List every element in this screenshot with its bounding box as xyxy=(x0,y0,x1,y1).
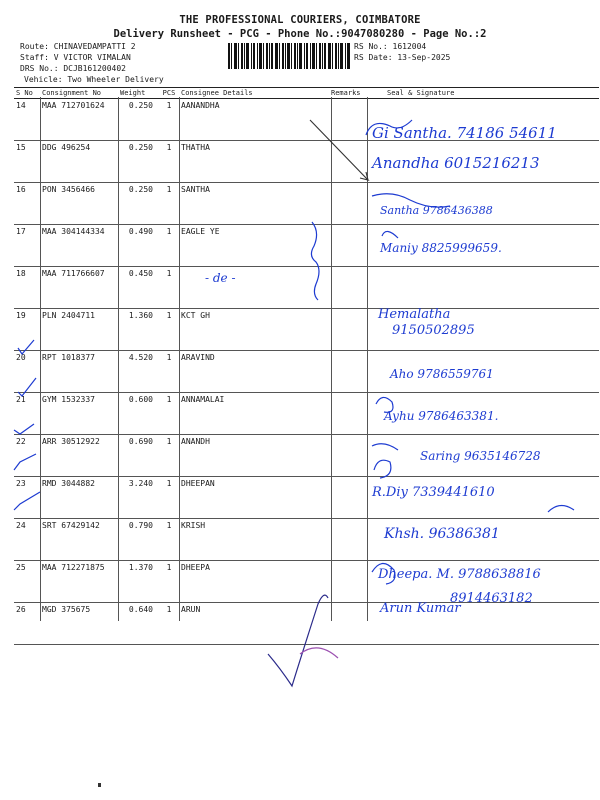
row-consignee: DHEEPA xyxy=(179,561,329,603)
col-consignee: Consignee Details xyxy=(179,88,329,99)
col-remarks: Remarks xyxy=(329,88,367,99)
table-row xyxy=(14,99,599,141)
row-consignee: KCT GH xyxy=(179,309,329,351)
remark-row-18: - de - xyxy=(205,271,236,285)
row-sno: 19 xyxy=(14,309,40,351)
row-weight: 0.250 xyxy=(118,99,159,141)
row-sno: 25 xyxy=(14,561,40,603)
row-pcs: 1 xyxy=(159,99,179,141)
column-rule xyxy=(331,97,332,621)
row-consignment: SRT 67429142 xyxy=(40,519,118,561)
table-row xyxy=(14,603,599,645)
signature-row-24: Khsh. 96386381 xyxy=(384,526,500,542)
row-consignee: DHEEPAN xyxy=(179,477,329,519)
signature-row-23: R.Diy 7339441610 xyxy=(372,485,495,500)
row-consignment: MAA 712701624 xyxy=(40,99,118,141)
row-weight: 0.450 xyxy=(118,267,159,309)
row-weight: 1.360 xyxy=(118,309,159,351)
row-sno: 15 xyxy=(14,141,40,183)
row-consignment: MAA 712271875 xyxy=(40,561,118,603)
row-remarks xyxy=(329,309,367,351)
table-row xyxy=(14,267,599,309)
row-consignment: MAA 304144334 xyxy=(40,225,118,267)
row-consignment: RMD 3044882 xyxy=(40,477,118,519)
row-consignee: ANANDH xyxy=(179,435,329,477)
row-sno: 24 xyxy=(14,519,40,561)
row-seal xyxy=(367,519,599,561)
row-remarks xyxy=(329,435,367,477)
row-seal xyxy=(367,435,599,477)
signature-row-16: Santha 9786436388 xyxy=(380,204,493,217)
row-consignee: ARUN xyxy=(179,603,329,645)
table-row xyxy=(14,351,599,393)
row-weight: 4.520 xyxy=(118,351,159,393)
row-weight: 0.690 xyxy=(118,435,159,477)
pen-stroke xyxy=(300,648,338,658)
row-consignment: ARR 30512922 xyxy=(40,435,118,477)
table-row xyxy=(14,477,599,519)
signature-row-17: Maniy 8825999659. xyxy=(380,241,502,255)
table-row xyxy=(14,309,599,351)
row-consignment: MAA 711766607 xyxy=(40,267,118,309)
row-seal xyxy=(367,267,599,309)
row-remarks xyxy=(329,477,367,519)
table-row xyxy=(14,519,599,561)
table-row xyxy=(14,141,599,183)
signature-row-26-name: Arun Kumar xyxy=(380,601,461,616)
row-pcs: 1 xyxy=(159,435,179,477)
row-pcs: 1 xyxy=(159,309,179,351)
signature-row-20: Aho 9786559761 xyxy=(390,367,494,381)
row-consignment: PLN 2404711 xyxy=(40,309,118,351)
table-row xyxy=(14,393,599,435)
row-weight: 0.600 xyxy=(118,393,159,435)
staff-label: Staff: V VICTOR VIMALAN xyxy=(20,53,131,62)
row-consignee: KRISH xyxy=(179,519,329,561)
column-rule xyxy=(118,97,119,621)
row-sno: 26 xyxy=(14,603,40,645)
row-consignee: EAGLE YE xyxy=(179,225,329,267)
row-sno: 18 xyxy=(14,267,40,309)
row-pcs: 1 xyxy=(159,183,179,225)
row-sno: 22 xyxy=(14,435,40,477)
rs-number: RS No.: 1612004 xyxy=(354,42,427,51)
signature-row-15: Anandha 6015216213 xyxy=(372,154,540,172)
row-weight: 0.790 xyxy=(118,519,159,561)
row-sno: 23 xyxy=(14,477,40,519)
runsheet-subtitle: Delivery Runsheet - PCG - Phone No.:9047080280 - Page No.:2 xyxy=(113,28,487,40)
row-remarks xyxy=(329,267,367,309)
scan-speck xyxy=(98,783,101,787)
column-rule xyxy=(367,97,368,621)
vehicle-label: Vehicle: Two Wheeler Delivery xyxy=(24,75,164,84)
row-seal xyxy=(367,351,599,393)
row-consignee xyxy=(179,267,329,309)
row-weight: 3.240 xyxy=(118,477,159,519)
row-consignee: THATHA xyxy=(179,141,329,183)
row-remarks xyxy=(329,141,367,183)
row-seal xyxy=(367,309,599,351)
row-seal xyxy=(367,477,599,519)
row-seal xyxy=(367,603,599,645)
table-row xyxy=(14,435,599,477)
row-weight: 0.640 xyxy=(118,603,159,645)
row-sno: 16 xyxy=(14,183,40,225)
row-pcs: 1 xyxy=(159,393,179,435)
company-title: THE PROFESSIONAL COURIERS, COIMBATORE xyxy=(179,14,421,26)
row-seal xyxy=(367,141,599,183)
signature-row-14: Gi Santha. 74186 54611 xyxy=(372,124,557,142)
row-weight: 0.250 xyxy=(118,141,159,183)
signature-row-26-phone: 8914463182 xyxy=(450,591,533,606)
row-consignee: SANTHA xyxy=(179,183,329,225)
signature-row-19-name: Hemalatha xyxy=(378,307,451,322)
col-sno: S No xyxy=(14,88,40,99)
row-seal xyxy=(367,183,599,225)
row-remarks xyxy=(329,99,367,141)
row-seal xyxy=(367,225,599,267)
row-pcs: 1 xyxy=(159,477,179,519)
row-pcs: 1 xyxy=(159,519,179,561)
col-seal: Seal & Signature xyxy=(367,88,599,99)
row-consignee: ARAVIND xyxy=(179,351,329,393)
row-consignment: GYM 1532337 xyxy=(40,393,118,435)
table-header-row xyxy=(14,88,599,99)
delivery-table xyxy=(14,87,599,645)
row-consignee: ANNAMALAI xyxy=(179,393,329,435)
row-consignment: MGD 375675 xyxy=(40,603,118,645)
signature-row-21: Ayhu 9786463381. xyxy=(384,409,499,423)
route-label: Route: CHINAVEDAMPATTI 2 xyxy=(20,42,136,51)
row-sno: 14 xyxy=(14,99,40,141)
col-consignment: Consignment No xyxy=(40,88,118,99)
row-consignment: RPT 1018377 xyxy=(40,351,118,393)
table-row xyxy=(14,225,599,267)
row-remarks xyxy=(329,351,367,393)
column-rule xyxy=(40,97,41,621)
signature-row-25: Dheepa. M. 9788638816 xyxy=(378,567,541,582)
row-weight: 0.490 xyxy=(118,225,159,267)
row-remarks xyxy=(329,519,367,561)
row-remarks xyxy=(329,603,367,645)
row-seal xyxy=(367,393,599,435)
row-pcs: 1 xyxy=(159,225,179,267)
col-weight: Weight xyxy=(118,88,159,99)
row-sno: 17 xyxy=(14,225,40,267)
row-consignment: PON 3456466 xyxy=(40,183,118,225)
row-consignee: AANANDHA xyxy=(179,99,329,141)
signature-row-19-phone: 9150502895 xyxy=(392,323,475,338)
signature-row-22: Saring 9635146728 xyxy=(420,449,541,463)
row-pcs: 1 xyxy=(159,561,179,603)
row-seal xyxy=(367,561,599,603)
table-row xyxy=(14,561,599,603)
column-rule xyxy=(179,97,180,621)
row-consignment: DDG 496254 xyxy=(40,141,118,183)
row-sno: 21 xyxy=(14,393,40,435)
barcode-image xyxy=(228,43,350,69)
row-pcs: 1 xyxy=(159,267,179,309)
row-remarks xyxy=(329,561,367,603)
row-weight: 1.370 xyxy=(118,561,159,603)
col-pcs: PCS xyxy=(159,88,179,99)
row-pcs: 1 xyxy=(159,603,179,645)
row-remarks xyxy=(329,393,367,435)
row-sno: 20 xyxy=(14,351,40,393)
rs-date: RS Date: 13-Sep-2025 xyxy=(354,53,451,62)
row-seal xyxy=(367,99,599,141)
row-remarks xyxy=(329,183,367,225)
table-row xyxy=(14,183,599,225)
row-weight: 0.250 xyxy=(118,183,159,225)
row-pcs: 1 xyxy=(159,141,179,183)
row-pcs: 1 xyxy=(159,351,179,393)
row-remarks xyxy=(329,225,367,267)
drs-label: DRS No.: DCJB161200402 xyxy=(20,64,126,73)
